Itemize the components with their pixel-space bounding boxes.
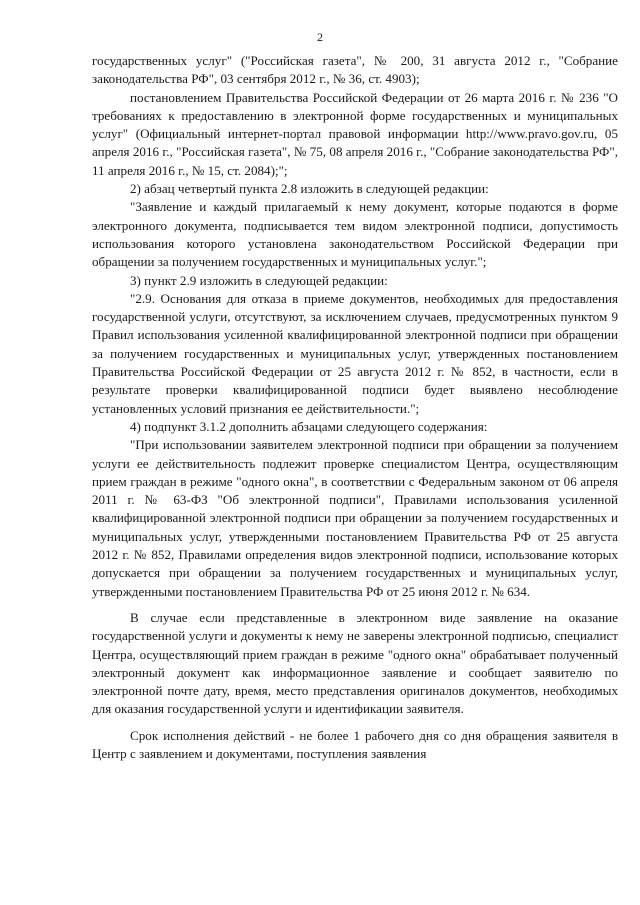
paragraph-item-3: 3) пункт 2.9 изложить в следующей редакции: bbox=[130, 272, 388, 288]
page-number: 2 bbox=[317, 30, 323, 44]
paragraph-quote-2-9: "2.9. Основания для отказа в приеме документов, необходимых для предоставления государственной услуги, отсутствуют, за исключением случаев, предусмотренных пунктом 9 Правил использования усиленной квалифицированной электронной подписи при обращении за получением государственных и муниципальных услуг, утвержденных постановлением Правительства Российской Федерации от 25 августа 2012 г. № 852, в частности, если в результате проверки квалифицированной подписи будет выявлено несоблюдение установленных условий признания ее действительности."; bbox=[92, 290, 618, 416]
paragraph-item-4: 4) подпункт 3.1.2 дополнить абзацами следующего содержания: bbox=[130, 418, 488, 434]
document-body bbox=[92, 52, 618, 763]
paragraph-quote-2-8: "Заявление и каждый прилагаемый к нему документ, которые подаются в форме электронного документа, подписывается тем видом электронной подписи, допустимость использования которого установлена законодательством Российской Федерации при обращении за получением государственных и муниципальных услуг."; bbox=[92, 199, 618, 270]
paragraph-quote-3-1-2: "При использовании заявителем электронной подписи при обращении за получением услуги ее действительность подлежит проверке специалистом Центра, осуществляющим прием граждан в режиме "одного окна", в соответствии с Федеральным законом от 06 апреля 2011 г. № 63-ФЗ "Об электронной подписи", Правилами использования усиленной квалифицированной электронной подписи при обращении за получением государственных и муниципальных услуг, утвержденными постановлением Правительства РФ от 25 августа 2012 г. № 852, Правилами определения видов электронной подписи, использование которых допускается при обращении за получением государственных и муниципальных услуг, утвержденными постановлением Правительства РФ от 25 июня 2012 г. № 634. bbox=[92, 437, 618, 599]
paragraph-resolution-236: постановлением Правительства Российской Федерации от 26 марта 2016 г. № 236 "О требованиях к предоставлению в электронной форме государственных и муниципальных услуг" (Официальный интернет-портал правовой информации http://www.pravo.gov.ru, 05 апреля 2016 г., "Российская газета", № 75, 08 апреля 2016 г., "Собрание законодательства РФ", 11 апреля 2016 г., № 15, ст. 2084);"; bbox=[92, 89, 618, 178]
paragraph-unsigned-case: В случае если представленные в электронном виде заявление на оказание государственной услуги и документы к нему не заверены электронной подписью, специалист Центра, осуществляющий прием граждан в режиме "одного окна" обрабатывает полученный электронный документ как информационное заявление и сообщает заявителю по электронной почте дату, время, место представления оригиналов документов, необходимых для оказания государственной услуги и идентификации заявителя. bbox=[92, 609, 618, 717]
paragraph-deadline: Срок исполнения действий - не более 1 рабочего дня со дня обращения заявителя в Центр с заявлением и документами, поступления заявления bbox=[92, 727, 618, 761]
paragraph-item-2: 2) абзац четвертый пункта 2.8 изложить в следующей редакции: bbox=[130, 181, 489, 197]
paragraph-continuation: государственных услуг" ("Российская газета", № 200, 31 августа 2012 г., "Собрание законодательства РФ", 03 сентября 2012 г., № 36, ст. 4903); bbox=[92, 53, 618, 87]
